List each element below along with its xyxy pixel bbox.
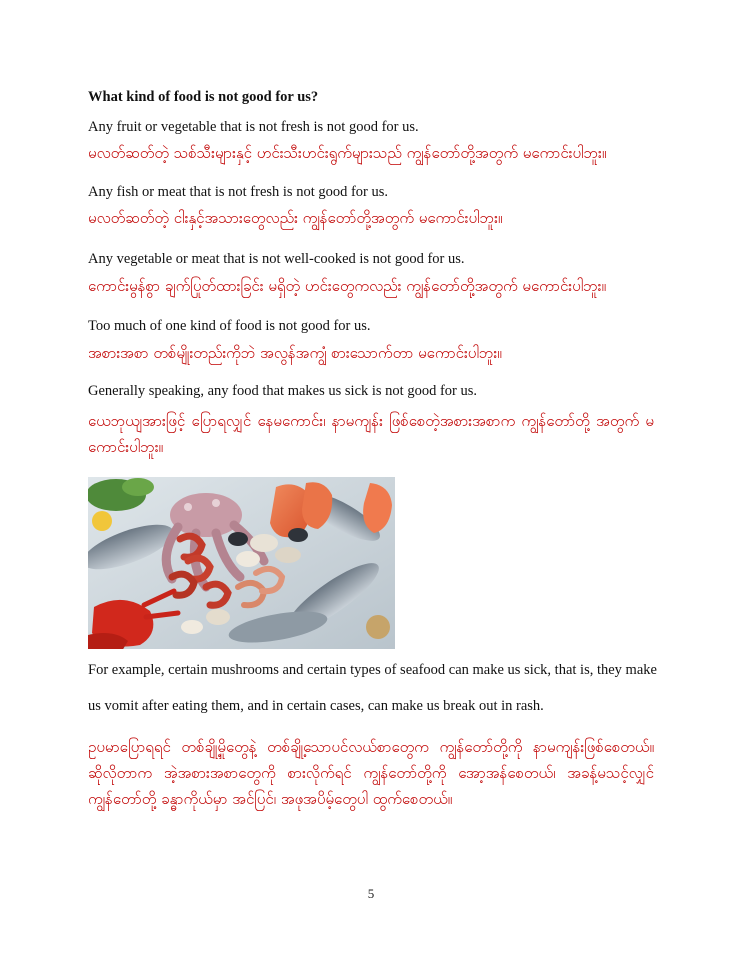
burmese-sentence-3: ကောင်းမွန်စွာ ချက်ပြုတ်ထားခြင်း မရှိတဲ့ ဟင်းတွေကလည်း ကျွန်တော်တို့အတွက် မကောင်းပါဘူး။ (88, 277, 607, 295)
page-number: 5 (367, 886, 375, 901)
burmese-sentence-2: မလတ်ဆတ်တဲ့ ငါးနှင့်အသားတွေလည်း ကျွန်တော်တို့အတွက် မကောင်းပါဘူး။ (88, 209, 503, 227)
english-sentence-1: Any fruit or vegetable that is not fresh is not good for us. (88, 119, 419, 135)
seafood-photo (88, 477, 395, 649)
english-sentence-4: Too much of one kind of food is not good for us. (88, 318, 371, 334)
burmese-sentence-4: အစားအစာ တစ်မျိုးတည်းကိုဘဲ အလွန်အကျွံ စားသောက်တာ မကောင်းပါဘူး။ (88, 344, 502, 362)
english-sentence-2: Any fish or meat that is not fresh is not good for us. (88, 184, 389, 200)
section-heading: What kind of food is not good for us? (88, 89, 319, 105)
english-sentence-3: Any vegetable or meat that is not well-cooked is not good for us. (88, 251, 465, 267)
example-english-line-1: For example, certain mushrooms and certain types of seafood can make us sick, that is, they make (88, 662, 657, 678)
burmese-sentence-5: ယေဘုယျအားဖြင့် ပြောရလျှင် နေမကောင်း၊ နာမကျန်း ဖြစ်စေတဲ့အစားအစာက ကျွန်တော်တို့ အတွက် မကောင်းပါဘူး။ (88, 412, 654, 456)
burmese-sentence-1: မလတ်ဆတ်တဲ့ သစ်သီးများနှင့် ဟင်းသီးဟင်းရွက်များသည် ကျွန်တော်တို့အတွက် မကောင်းပါဘူး။ (88, 144, 607, 162)
example-burmese-paragraph: ဥပမာပြောရရင် တစ်ချို့မှိုတွေနဲ့ တစ်ချို့သောပင်လယ်စာတွေက ကျွန်တော်တို့ကို နာမကျန်းဖြစ်စေတယ်။ ဆိုလိုတာက အဲ့အစားအစာတွေကို စားလိုက်ရင် ကျွန်တော်တို့ကို အော့အန်စေတယ်၊ အခန့်မသင့်လျှင် ကျွန်တော်တို့ ခန္ဓာကိုယ်မှာ အင်ပြင်၊ အဖုအပိမ့်တွေပါ ထွက်စေတယ်။ (88, 738, 654, 808)
english-sentence-5: Generally speaking, any food that makes us sick is not good for us. (88, 383, 478, 399)
example-english-line-2: us vomit after eating them, and in certain cases, can make us break out in rash. (88, 698, 544, 714)
